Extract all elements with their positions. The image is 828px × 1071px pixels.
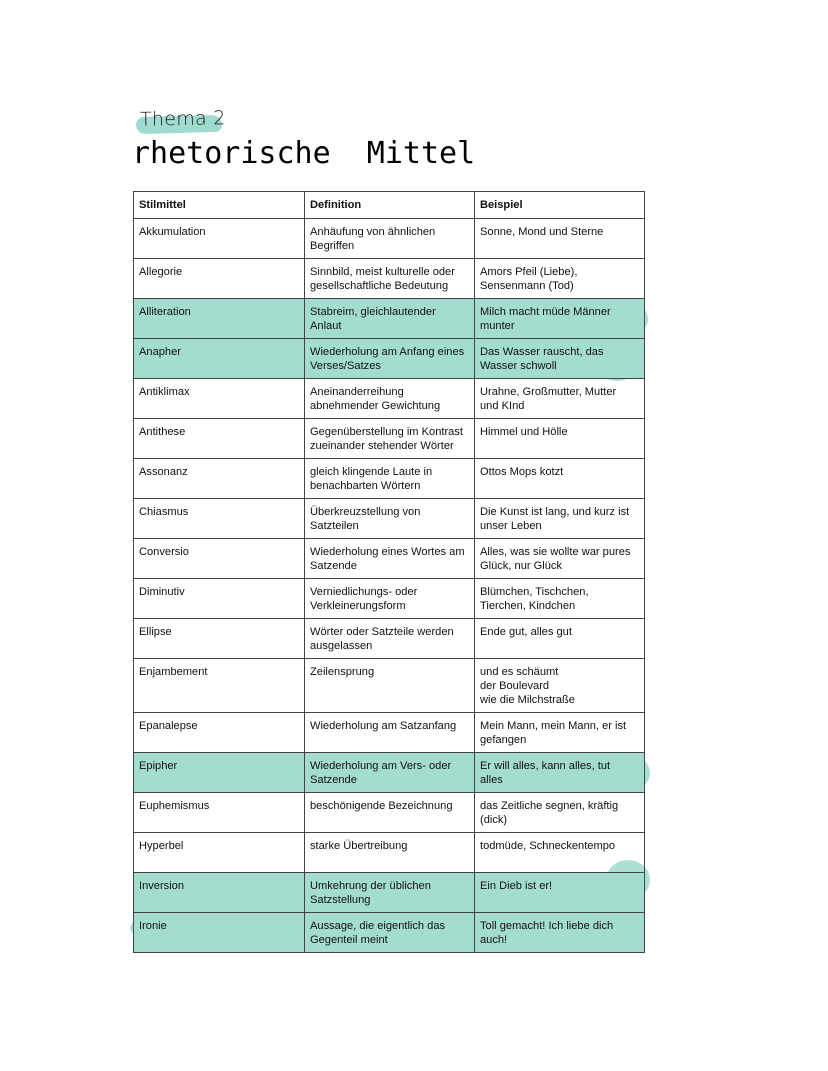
- definition-cell: Verniedlichungs- oder Verkleinerungsform: [305, 579, 475, 619]
- term-cell: Ironie: [134, 913, 305, 953]
- example-cell: Alles, was sie wollte war pures Glück, nur Glück: [475, 539, 645, 579]
- definition-cell: Wörter oder Satzteile werden ausgelassen: [305, 619, 475, 659]
- term-cell: Enjambement: [134, 659, 305, 713]
- term-cell: Antithese: [134, 419, 305, 459]
- table-row: [134, 259, 645, 299]
- term-cell: Akkumulation: [134, 219, 305, 259]
- example-cell: Milch macht müde Männer munter: [475, 299, 645, 339]
- table-row-highlighted: [134, 873, 645, 913]
- term-cell: Alliteration: [134, 299, 305, 339]
- column-header-beispiel: Beispiel: [475, 192, 645, 219]
- definition-cell: gleich klingende Laute in benachbarten Wörtern: [305, 459, 475, 499]
- example-cell: und es schäumt der Boulevard wie die Milchstraße: [475, 659, 645, 713]
- definition-cell: Stabreim, gleichlautender Anlaut: [305, 299, 475, 339]
- definition-cell: Wiederholung am Anfang eines Verses/Satzes: [305, 339, 475, 379]
- example-cell: Toll gemacht! Ich liebe dich auch!: [475, 913, 645, 953]
- table-row: [134, 379, 645, 419]
- term-cell: Diminutiv: [134, 579, 305, 619]
- page-title: rhetorische Mittel: [132, 136, 476, 171]
- topic-label: [136, 108, 226, 134]
- example-cell: Er will alles, kann alles, tut alles: [475, 753, 645, 793]
- example-cell: Blümchen, Tischchen, Tierchen, Kindchen: [475, 579, 645, 619]
- example-cell: Das Wasser rauscht, das Wasser schwoll: [475, 339, 645, 379]
- definition-cell: Umkehrung der üblichen Satzstellung: [305, 873, 475, 913]
- example-cell: Ein Dieb ist er!: [475, 873, 645, 913]
- table-row: [134, 419, 645, 459]
- table-row: [134, 793, 645, 833]
- table-row: [134, 219, 645, 259]
- table-row: [134, 579, 645, 619]
- term-cell: Epipher: [134, 753, 305, 793]
- example-cell: Die Kunst ist lang, und kurz ist unser Leben: [475, 499, 645, 539]
- example-cell: Sonne, Mond und Sterne: [475, 219, 645, 259]
- table-row-highlighted: [134, 339, 645, 379]
- table-row: [134, 459, 645, 499]
- example-cell: Urahne, Großmutter, Mutter und KInd: [475, 379, 645, 419]
- term-cell: Inversion: [134, 873, 305, 913]
- definition-cell: Aneinanderreihung abnehmender Gewichtung: [305, 379, 475, 419]
- table-row: [134, 619, 645, 659]
- example-cell: Mein Mann, mein Mann, er ist gefangen: [475, 713, 645, 753]
- term-cell: Euphemismus: [134, 793, 305, 833]
- example-cell: Amors Pfeil (Liebe), Sensenmann (Tod): [475, 259, 645, 299]
- example-cell: Himmel und Hölle: [475, 419, 645, 459]
- definition-cell: Überkreuzstellung von Satzteilen: [305, 499, 475, 539]
- term-cell: Hyperbel: [134, 833, 305, 873]
- definition-cell: Aussage, die eigentlich das Gegenteil meint: [305, 913, 475, 953]
- definition-cell: Wiederholung eines Wortes am Satzende: [305, 539, 475, 579]
- definition-cell: starke Übertreibung: [305, 833, 475, 873]
- definition-cell: Sinnbild, meist kulturelle oder gesellschaftliche Bedeutung: [305, 259, 475, 299]
- definition-cell: beschönigende Bezeichnung: [305, 793, 475, 833]
- definition-cell: Anhäufung von ähnlichen Begriffen: [305, 219, 475, 259]
- column-header-stilmittel: Stilmittel: [134, 192, 305, 219]
- term-cell: Anapher: [134, 339, 305, 379]
- example-cell: todmüde, Schneckentempo: [475, 833, 645, 873]
- table-row-highlighted: [134, 299, 645, 339]
- term-cell: Allegorie: [134, 259, 305, 299]
- term-cell: Chiasmus: [134, 499, 305, 539]
- term-cell: Conversio: [134, 539, 305, 579]
- table-row: [134, 833, 645, 873]
- term-cell: Assonanz: [134, 459, 305, 499]
- table-row-highlighted: [134, 913, 645, 953]
- topic-label-text: Thema 2: [139, 107, 226, 131]
- column-header-definition: Definition: [305, 192, 475, 219]
- term-cell: Antiklimax: [134, 379, 305, 419]
- table-row: [134, 499, 645, 539]
- definition-cell: Wiederholung am Vers- oder Satzende: [305, 753, 475, 793]
- example-cell: Ottos Mops kotzt: [475, 459, 645, 499]
- term-cell: Epanalepse: [134, 713, 305, 753]
- table-row: [134, 659, 645, 713]
- table-row: [134, 713, 645, 753]
- example-cell: das Zeitliche segnen, kräftig (dick): [475, 793, 645, 833]
- definition-cell: Wiederholung am Satzanfang: [305, 713, 475, 753]
- table-row: [134, 539, 645, 579]
- example-cell: Ende gut, alles gut: [475, 619, 645, 659]
- definition-cell: Zeilensprung: [305, 659, 475, 713]
- term-cell: Ellipse: [134, 619, 305, 659]
- table-row-highlighted: [134, 753, 645, 793]
- stilmittel-table: [133, 191, 645, 953]
- definition-cell: Gegenüberstellung im Kontrast zueinander stehender Wörter: [305, 419, 475, 459]
- table-header-row: [134, 192, 645, 219]
